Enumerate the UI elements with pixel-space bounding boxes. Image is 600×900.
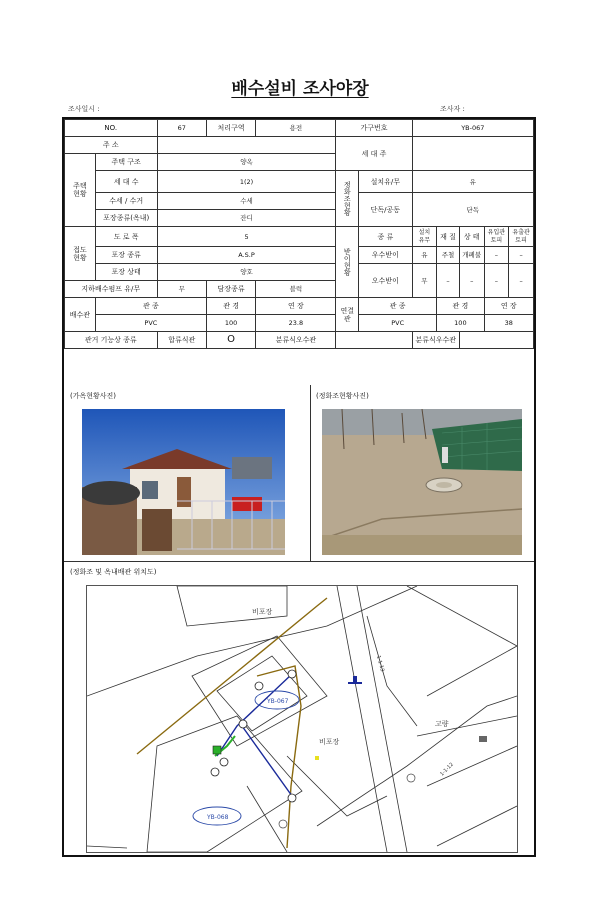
map-text-road-2: 1-1-12 <box>439 761 455 778</box>
rain-state: 개폐불 <box>459 247 484 264</box>
map-text-goryang: 고량 <box>435 720 449 728</box>
paving-in-label: 포장종류(옥내) <box>95 210 157 227</box>
housing-label: 주택 현황 <box>65 154 96 227</box>
survey-form <box>62 117 536 857</box>
house-photo-label: (가옥현황사진) <box>70 392 117 400</box>
map-section <box>64 561 534 855</box>
drain-mat-label: 재 질 <box>437 227 460 247</box>
sewage-label: 오수받이 <box>359 264 412 298</box>
road-pave-value: A.S.P <box>157 247 336 264</box>
map-text-bipo-1: 비포장 <box>252 608 273 616</box>
house-photo <box>82 409 285 555</box>
conn-dia-label: 관 경 <box>437 298 484 315</box>
fence-label: 담장종류 <box>206 281 255 298</box>
location-map-drawing <box>87 586 517 852</box>
pipe-dia: 100 <box>206 315 255 332</box>
road-width-label: 도 로 폭 <box>95 227 157 247</box>
road-width-value: 5 <box>157 227 336 247</box>
owner-value <box>412 137 533 171</box>
septic-photo <box>322 409 522 555</box>
fence-value: 블럭 <box>256 281 336 298</box>
pipe-label: 배수관 <box>65 298 96 332</box>
conn-label: 연결관 <box>336 298 359 332</box>
road-label: 접도 현황 <box>65 227 96 281</box>
water-value: 수세 <box>157 193 336 210</box>
func-value: 합류식관 <box>157 332 206 349</box>
drain-type-label: 종 류 <box>359 227 412 247</box>
septic-type-value: 단독 <box>412 193 533 227</box>
drain-in-label: 유입관 토피 <box>484 227 509 247</box>
sewage-out: – <box>509 264 534 298</box>
septic-photo-label: (정화조현황사진) <box>316 392 369 400</box>
septic-type-label: 단독/공동 <box>359 193 412 227</box>
sep-sewage-value <box>336 332 412 349</box>
rain-label: 우수받이 <box>359 247 412 264</box>
sewage-exist: 무 <box>412 264 437 298</box>
pipe-len: 23.8 <box>256 315 336 332</box>
rain-in: – <box>484 247 509 264</box>
water-label: 수세 / 수거 <box>95 193 157 210</box>
drain-out-label: 유출관 토피 <box>509 227 534 247</box>
pipe-dia-label: 관 경 <box>206 298 255 315</box>
location-map <box>86 585 518 853</box>
drain-state-label: 상 태 <box>459 227 484 247</box>
drain-exist-label: 설치 유무 <box>412 227 437 247</box>
septic-exist-value: 유 <box>412 171 533 193</box>
zone-label: 처리구역 <box>206 120 255 137</box>
surveyor-label: 조사자 : <box>440 105 465 113</box>
road-state-value: 양호 <box>157 264 336 281</box>
func-label: 관거 기능상 종류 <box>65 332 158 349</box>
photo-section <box>64 385 534 562</box>
pipe-type: PVC <box>95 315 206 332</box>
sep-rain-label: 분류식우수관 <box>412 332 459 349</box>
pipe-type-label: 관 종 <box>95 298 206 315</box>
conn-type-label: 관 종 <box>359 298 437 315</box>
zone-value: 용전 <box>256 120 336 137</box>
structure-label: 주택 구조 <box>95 154 157 171</box>
road-state-label: 포장 상태 <box>95 264 157 281</box>
survey-date-label: 조사일시 : <box>68 105 100 113</box>
map-text-road-1: 1-1-13 <box>375 654 386 673</box>
households-value: 1(2) <box>157 171 336 193</box>
sep-sewage-label: 분류식오수관 <box>256 332 336 349</box>
no-label: NO. <box>65 120 158 137</box>
rain-mat: 주철 <box>437 247 460 264</box>
map-text-bipo-2: 비포장 <box>319 738 340 746</box>
conn-dia: 100 <box>437 315 484 332</box>
house-no-value: YB-067 <box>412 120 533 137</box>
map-text-id-1: YB-067 <box>267 698 289 705</box>
func-mark: O <box>206 332 255 349</box>
conn-len: 38 <box>484 315 533 332</box>
road-pave-label: 포장 종류 <box>95 247 157 264</box>
septic-label: 정화조현황 <box>336 171 359 227</box>
rain-exist: 유 <box>412 247 437 264</box>
conn-type: PVC <box>359 315 437 332</box>
rain-out: – <box>509 247 534 264</box>
households-label: 세 대 수 <box>95 171 157 193</box>
sewage-state: – <box>459 264 484 298</box>
pipe-len-label: 연 장 <box>256 298 336 315</box>
conn-len-label: 연 장 <box>484 298 533 315</box>
owner-label: 세 대 주 <box>336 137 412 171</box>
drain-label: 받이현황 <box>336 227 359 298</box>
structure-value: 양옥 <box>157 154 336 171</box>
page-title: 배수설비 조사야장 <box>231 79 369 99</box>
map-text-id-2: YB-068 <box>207 814 229 821</box>
no-value: 67 <box>157 120 206 137</box>
septic-exist-label: 설치유/무 <box>359 171 412 193</box>
paving-in-value: 잔디 <box>157 210 336 227</box>
pump-value: 무 <box>157 281 206 298</box>
map-label: (정화조 및 옥내배관 위치도) <box>70 568 157 576</box>
sewage-in: – <box>484 264 509 298</box>
pump-label: 지하배수펌프 유/무 <box>65 281 158 298</box>
address-value <box>157 137 336 154</box>
sewage-mat: – <box>437 264 460 298</box>
sep-rain-value <box>459 332 533 349</box>
house-no-label: 가구번호 <box>336 120 412 137</box>
address-label: 주 소 <box>65 137 158 154</box>
info-table <box>64 119 534 349</box>
